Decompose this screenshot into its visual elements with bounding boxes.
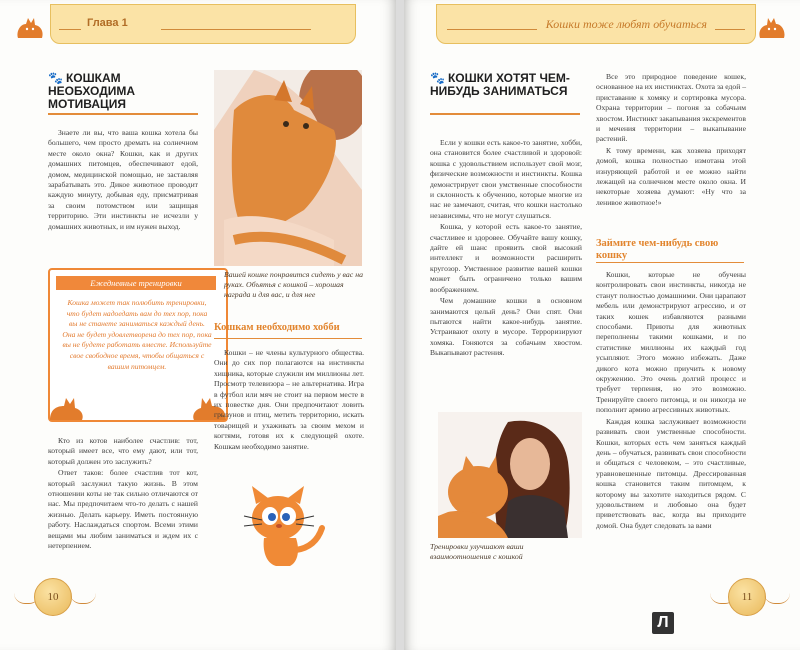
chapter-header	[436, 4, 756, 44]
tip-box	[48, 268, 228, 422]
header-swirl	[59, 19, 81, 30]
col1-text: Если у кошки есть какое-то занятие, хобби, она становится более счастливой и здоровой: кошка с удовольствием использует свой мозг, физические возможности и инстинкты. Кошка демонстрирует свои умственные способности и склонность к обучению, которые многие из нас не замечают, считая, что кошки настолько независимы, что не могут слушаться. Кошка, у которой есть какое-то занятие, счастливее и здоровее. Обучайте вашу кошку, дайте ей шанс проявить свой высокий интеллект и возможности расширить кругозор. Умственное развитие вашей кошки может быть ограничено только вашим воображением. Чем домашние кошки в основном занимаются целый день? Они спят. Они пытаются найти какое-нибудь занятие. Устраивают охоту в мусоре. Терроризируют хомяка. Гоняются за собачьим хвостом. Выкапывают растения.	[430, 138, 582, 358]
subheading-underline	[596, 262, 744, 263]
chapter-header	[50, 4, 356, 44]
photo-caption: Вашей кошке понравится сидеть у вас на руках. Объятья с кошкой – хорошая награда и для вас, и для нее	[224, 270, 363, 299]
tip-title: Ежедневные тренировки	[56, 276, 216, 290]
header-swirl-line	[447, 19, 537, 30]
chapter-title: Глава 1	[87, 17, 128, 29]
cartoon-cat-illustration	[238, 484, 330, 570]
col2-top-text: Все это природное поведение кошек, основанное на их инстинктах. Охота за едой – приставание к хомяку и сортировка мусора. Охрана территории – погоня за собачьим хвостом. Инстинкт закапывания экскрементов и мечения территории – выкапывание растений. К тому времени, как хозяева приходят домой, кошка полностью измотана этой изнуряющей работой и ее можно найти лежащей на солнечном месте около окна. И некоторые хозяева думают: «Ну что за ленивое животное!»	[596, 72, 746, 207]
page-ornament-right	[764, 593, 790, 604]
photo-caption: Тренировки улучшают ваши взаимоотношения с кошкой	[430, 542, 524, 561]
bottom-text: Кто из котов наиболее счастлив: тот, который имеет все, что ему дают, или тот, который должен это заслужить? Ответ таков: более счастлив тот кот, который заслужил такую жизнь. В этом отношении коты не так сильно отличаются от нас. Мы предпочитаем что-то делать с нашей жизнью. Делать карьеру. Иметь постоянную работу. Наслаждаться спортом. Всеми этими вещами мы любим заниматься и ждем их с нетерпением.	[48, 436, 198, 551]
publisher-logo: Л	[652, 612, 674, 634]
subheading: Займите чем-нибудь свою кошку	[596, 238, 719, 261]
paw-icon: 🐾	[48, 71, 63, 85]
chapter-title: Кошки тоже любят обучаться	[545, 17, 707, 31]
intro-text: Знаете ли вы, что ваша кошка хотела бы большего, чем просто дремать на солнечном месте около окна? Кошки, как и других домашних питомцев, обеспечивают едой, домом, медицинской помощью, не заставляя зарабатывать это. Дикое животное проводит каждую минуту, добывая еду, присматривая за своим потомством или защищая территорию. Эти инстинкты не исчезли у домашних животных, и им нужен выход.	[48, 128, 198, 231]
hobby-text: Кошки – не члены культурного общества. Они до сих пор полагаются на инстинкты хищника, которые служили им миллионы лет. Просмотр телевизора – не альтернатива. Игра в футбол или мяч не стоит на первом месте в их повестке дня. Они предпочитают ловить грызунов и птиц, метить территорию, искать товарищей и ухаживать за своим мехом и когтями, готовя их к следующей охоте. Кошкам необходимо занятие.	[214, 348, 364, 451]
paw-icon: 🐾	[430, 71, 445, 85]
cat-silhouette-icon	[754, 14, 788, 40]
page-ornament-right	[70, 593, 96, 604]
col2-bottom-text: Кошки, которые не обучены контролировать свои инстинкты, никогда не станут полностью домашними. Они царапают мебель или демонстрируют агрессию, и от таких кошек избавляются разными способами. Приюты для животных переполнены такими кошками, и по статистике миллионы их каждый год усыпляют. Этого можно избежать. Даже дикого кота можно приучить к новому окружению. Это очень долгий процесс и требует терпения, но это возможно. Тренируйте своего питомца, и он никогда не пополнит армию агрессивных животных. Каждая кошка заслуживает возможности развивать свои умственные способности. Кошки, которых есть чем заняться каждый день – обучаться, развивать свои способности и общаться с человеком, – это счастливые, уравновешенные питомцы. Дрессированная кошка становится таким питомцем, к которому вы захотите находиться рядом. С удовольствием и любовью она будет приветствовать вас, когда вы приходите домой. Она будет следовать за вами	[596, 270, 746, 530]
woman-cat-photo	[438, 412, 582, 538]
section-title: 🐾 КОШКАМ НЕОБХОДИМА МОТИВАЦИЯ	[48, 71, 136, 111]
subheading: Кошкам необходимо хобби	[214, 322, 340, 333]
header-swirl	[715, 19, 745, 30]
header-swirl-line	[161, 19, 311, 30]
title-underline	[430, 113, 580, 115]
cat-silhouette-icon	[14, 14, 48, 40]
cat-left-icon	[48, 388, 88, 422]
tip-text: Кошка может так полюбить тренировки, что будет надоедать вам до тех пор, пока вы не станете заниматься каждый день. Она не будет удовлетворена до тех пор, пока вы не будете работать вместе. Используйте свое свободное время, чтобы общаться с вашим питомцем.	[62, 298, 212, 371]
woman-cat-photo	[214, 70, 362, 266]
left-page	[0, 0, 396, 650]
section-title: 🐾 КОШКИ ХОТЯТ ЧЕМ-НИБУДЬ ЗАНИМАТЬСЯ	[430, 71, 570, 98]
title-underline	[48, 113, 198, 115]
subheading-underline	[214, 338, 362, 339]
right-page	[404, 0, 800, 650]
page-number: 10	[34, 578, 72, 616]
page-number: 11	[728, 578, 766, 616]
